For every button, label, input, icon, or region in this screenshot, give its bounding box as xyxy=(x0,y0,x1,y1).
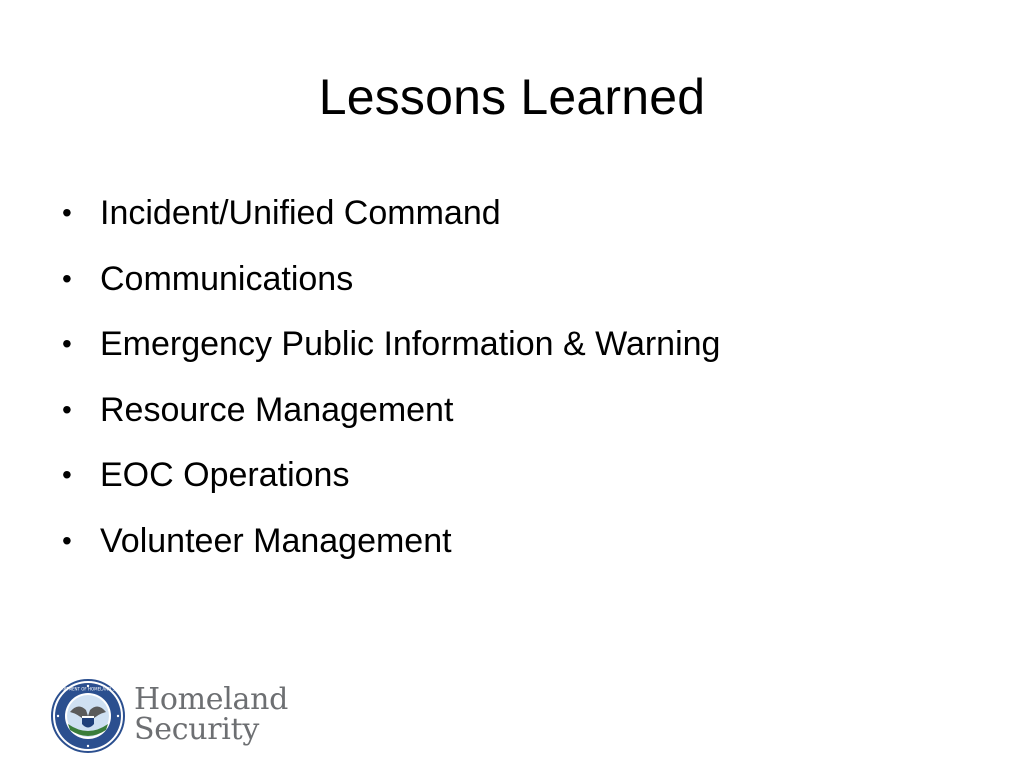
bullet-item xyxy=(60,254,720,304)
bullet-text: Communications xyxy=(100,259,354,298)
bullet-text: Resource Management xyxy=(100,390,454,429)
bullet-item xyxy=(60,385,720,435)
bullet-dot-icon: • xyxy=(62,328,72,360)
bullet-text: EOC Operations xyxy=(100,456,350,495)
dhs-logo xyxy=(43,676,310,756)
dhs-seal-icon xyxy=(43,678,133,754)
seal-ring-text: U.S. DEPARTMENT OF HOMELAND SECURITY xyxy=(43,686,133,692)
bullet-dot-icon: • xyxy=(62,459,72,491)
logo-text-homeland: Homeland xyxy=(134,682,289,717)
bullet-dot-icon: • xyxy=(62,524,72,556)
bullet-dot-icon: • xyxy=(62,393,72,425)
bullet-item xyxy=(60,450,720,500)
bullet-dot-icon: • xyxy=(62,197,72,228)
bullet-text: Volunteer Management xyxy=(100,521,452,560)
logo-text-security: Security xyxy=(134,712,259,747)
bullet-list xyxy=(60,188,720,582)
bullet-item xyxy=(60,319,720,369)
slide-title: Lessons Learned xyxy=(318,69,706,125)
bullet-item xyxy=(60,188,720,238)
bullet-text: Emergency Public Information & Warning xyxy=(100,325,721,364)
bullet-text: Incident/Unified Command xyxy=(100,194,501,232)
bullet-item xyxy=(60,516,720,566)
bullet-dot-icon: • xyxy=(62,262,72,294)
